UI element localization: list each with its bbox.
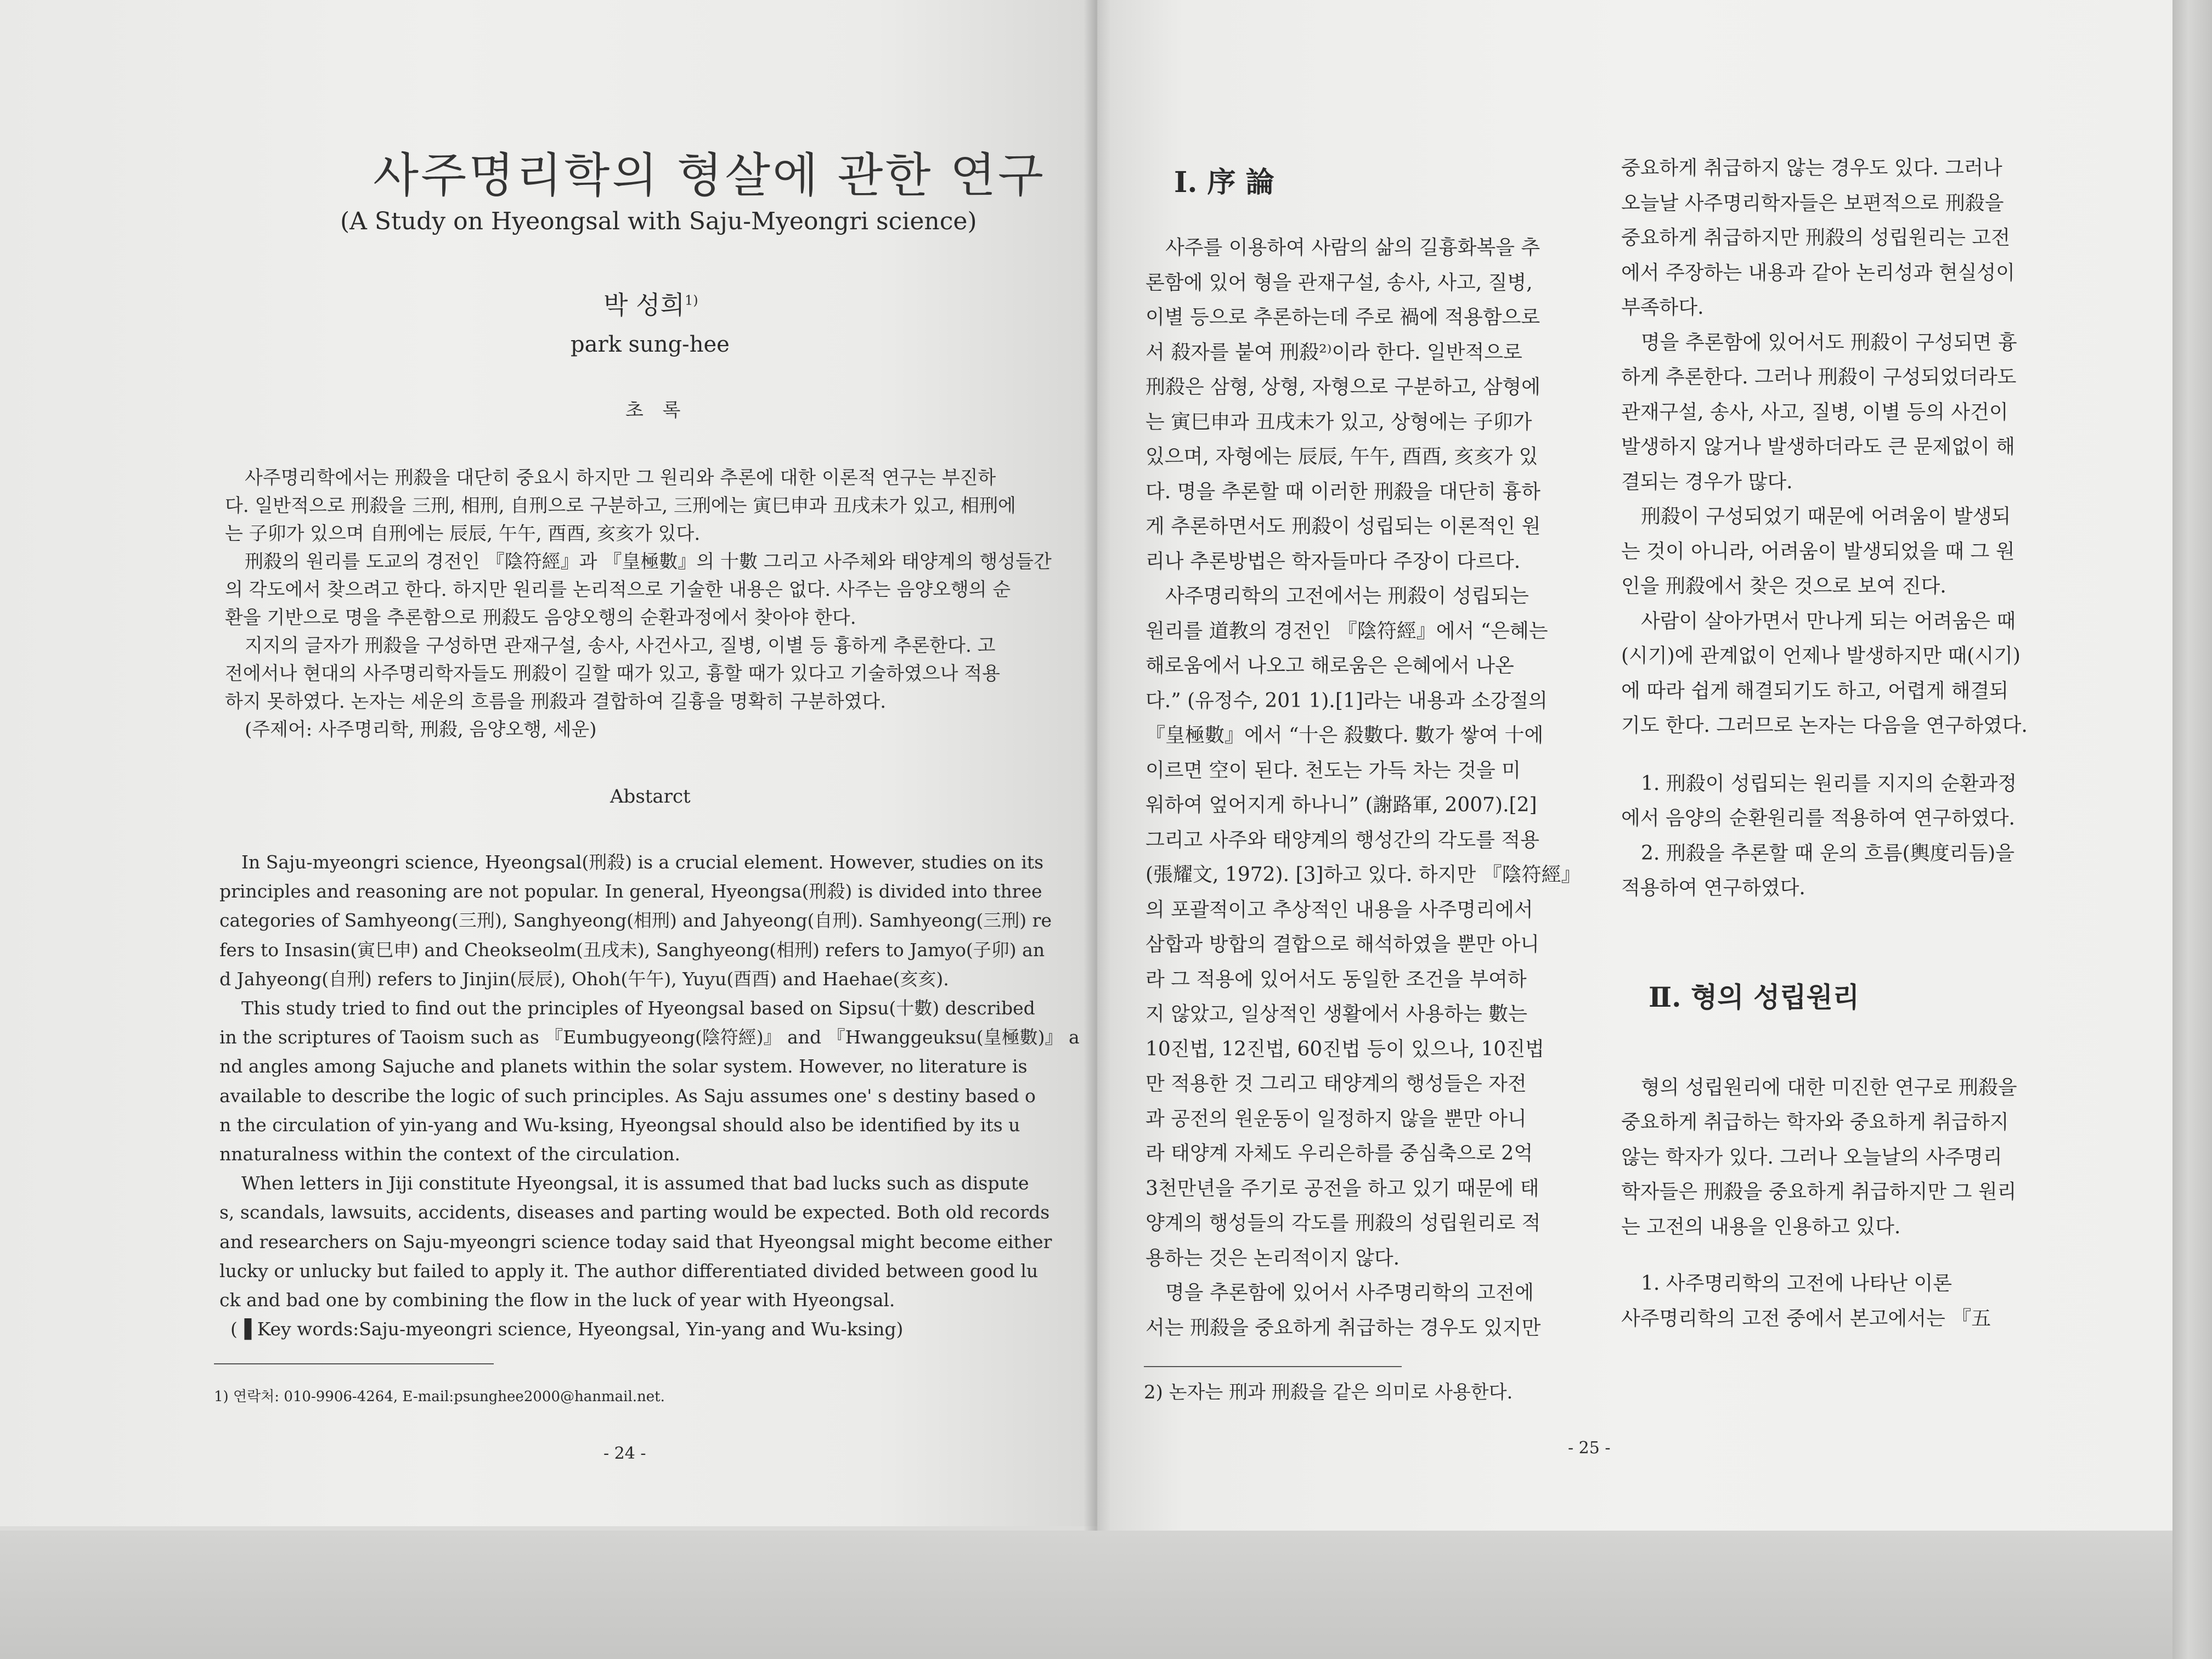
author-english: park sung-hee [571, 332, 730, 357]
body-text-line: 명을 추론함에 있어서 사주명리학의 고전에 [1165, 1282, 1534, 1304]
english-abstract-line: (▐ Key words:Saju-myeongri science, Hyeongsal, Yin-yang and Wu-ksing) [230, 1318, 904, 1340]
right-column-2 [1621, 151, 2028, 1336]
english-abstract-line: nnaturalness within the context of the circulation. [219, 1143, 681, 1165]
body-text-line: 형의 성립원리에 대한 미진한 연구로 刑殺을 [1641, 1076, 2017, 1099]
body-text-line: 1. 사주명리학의 고전에 나타난 이론 [1641, 1272, 1952, 1295]
body-text-line: 학자들은 刑殺을 중요하게 취급하지만 그 원리 [1621, 1181, 2017, 1203]
author-footnote-marker: 1) [684, 292, 698, 308]
english-abstract-line: in the scriptures of Taoism such as 『Eumbugyeong(陰符經)』 and 『Hwanggeuksu(皇極數)』 a [219, 1026, 1080, 1048]
footnote-rule [214, 1363, 494, 1364]
page-number-right: - 25 - [1568, 1438, 1611, 1458]
body-text-line: 『皇極數』에서 “十은 殺數다. 數가 쌓여 十에 [1146, 724, 1544, 747]
body-text-line: 중요하게 취급하지만 刑殺의 성립원리는 고전 [1621, 227, 2010, 249]
body-text-line: 부족하다. [1621, 296, 1704, 319]
right-page [1097, 0, 2172, 1542]
body-text-line: 1. 刑殺이 성립되는 원리를 지지의 순환과정 [1641, 772, 2017, 795]
english-abstract-line: ck and bad one by combining the flow in the luck of year with Hyeongsal. [219, 1289, 895, 1311]
body-text-line: 발생하지 않거나 발생하더라도 큰 문제없이 해 [1621, 436, 2015, 458]
page-stack-edge [2172, 0, 2212, 1659]
body-text-line: 刑殺은 삼형, 상형, 자형으로 구분하고, 삼형에 [1146, 376, 1541, 398]
paragraph-gap [1621, 1244, 2028, 1266]
english-abstract-line: This study tried to find out the principles of Hyeongsal based on Sipsu(十數) described [241, 997, 1035, 1019]
body-text-line: 오늘날 사주명리학자들은 보편적으로 刑殺을 [1621, 191, 2004, 215]
korean-abstract-line: 의 각도에서 찾으려고 한다. 하지만 원리를 논리적으로 기술한 내용은 없다. 사주는 음양오행의 순 [225, 579, 1011, 601]
body-text-line: 만 적용한 것 그리고 태양계의 행성들은 자전 [1146, 1073, 1527, 1095]
english-abstract-line: fers to Insasin(寅巳申) and Cheokseolm(丑戌未), Sanghyeong(相刑) refers to Jamyo(子卯) an [219, 939, 1045, 961]
footnote-rule [1144, 1366, 1402, 1367]
english-abstract-line: n the circulation of yin-yang and Wu-ksing, Hyeongsal should also be identified by its u [219, 1114, 1020, 1136]
body-text-line: 서 殺자를 붙여 刑殺²⁾이라 한다. 일반적으로 [1146, 341, 1522, 364]
body-text-line: 있으며, 자형에는 辰辰, 午午, 酉酉, 亥亥가 있 [1146, 445, 1538, 468]
body-text-line: 양계의 행성들의 각도를 刑殺의 성립원리로 적 [1146, 1212, 1541, 1234]
paper-title: 사주명리학의 형살에 관한 연구 [373, 148, 1046, 203]
body-text-line: 에 따라 쉽게 해결되기도 하고, 어렵게 해결되 [1621, 679, 2009, 702]
english-abstract-heading: Abstarct [610, 786, 691, 808]
body-text-line: 워하여 엎어지게 하나니” (謝路軍, 2007).[2] [1146, 794, 1537, 816]
author-korean [603, 285, 698, 321]
body-text-line: 서는 刑殺을 중요하게 취급하는 경우도 있지만 [1146, 1316, 1541, 1339]
section-heading-principles: Ⅱ. 형의 성립원리 [1649, 981, 1860, 1013]
body-text-line: 기도 한다. 그러므로 논자는 다음을 연구하였다. [1621, 714, 2028, 737]
body-text-line: 삼합과 방합의 결합으로 해석하였을 뿐만 아니 [1146, 933, 1539, 956]
body-text-line: 과 공전의 원운동이 일정하지 않을 뿐만 아니 [1146, 1107, 1527, 1130]
body-text-line: 사주명리학의 고전 중에서 본고에서는 『五 [1621, 1307, 1991, 1330]
english-abstract-line: available to describe the logic of such principles. As Saju assumes one' s destiny based o [219, 1085, 1036, 1107]
paper-subtitle: (A Study on Hyeongsal with Saju-Myeongri science) [340, 207, 977, 235]
body-text-line: 다. 명을 추론할 때 이러한 刑殺을 대단히 흉하 [1146, 480, 1541, 503]
body-text-line: 않는 학자가 있다. 그러나 오늘날의 사주명리 [1621, 1146, 2002, 1169]
korean-abstract-line: 다. 일반적으로 刑殺을 三刑, 相刑, 自刑으로 구분하고, 三刑에는 寅巳申과 丑戌未가 있고, 相刑에 [225, 495, 1016, 517]
body-text-line: 결되는 경우가 많다. [1621, 470, 1793, 493]
korean-abstract-line: 하지 못하였다. 논자는 세운의 흐름을 刑殺과 결합하여 길흉을 명확히 구분하였다. [225, 691, 887, 713]
body-text-line: 사주를 이용하여 사람의 삶의 길흉화복을 추 [1165, 236, 1541, 259]
body-text-line: 그리고 사주와 태양계의 행성간의 각도를 적용 [1146, 828, 1539, 851]
section-heading-introduction: Ⅰ. 序 論 [1174, 166, 1274, 199]
english-abstract-line: d Jahyeong(自刑) refers to Jinjin(辰辰), Ohoh(午午), Yuyu(酉酉) and Haehae(亥亥). [219, 968, 949, 990]
body-text-line: 사람이 살아가면서 만나게 되는 어려움은 때 [1641, 610, 2016, 633]
author-contact-footnote: 1) 연락처: 010-9906-4264, E-mail:psunghee2000@hanmail.net. [214, 1389, 665, 1405]
book-gutter-shadow [1084, 0, 1111, 1542]
body-text-line: 관재구설, 송사, 사고, 질병, 이별 등의 사건이 [1621, 400, 2008, 424]
korean-abstract-line: 는 子卯가 있으며 自刑에는 辰辰, 午午, 酉酉, 亥亥가 있다. [225, 523, 701, 545]
body-text-line: 에서 주장하는 내용과 같아 논리성과 현실성이 [1621, 261, 2015, 284]
body-text-line: 론함에 있어 형을 관재구설, 송사, 사고, 질병, [1146, 271, 1533, 294]
body-text-line: 에서 음양의 순환원리를 적용하여 연구하였다. [1621, 807, 2015, 830]
body-text-line: 하게 추론한다. 그러나 刑殺이 구성되었더라도 [1621, 366, 2017, 388]
body-text-line: 인을 刑殺에서 찾은 것으로 보여 진다. [1621, 575, 1946, 597]
left-page [0, 0, 1097, 1531]
body-text-line: 이별 등으로 추론하는데 주로 禍에 적용함으로 [1146, 306, 1541, 329]
body-text-line: 중요하게 취급하지 않는 경우도 있다. 그러나 [1621, 157, 2002, 179]
korean-abstract-heading: 초 록 [625, 399, 687, 421]
body-text-line: 지 않았고, 일상적인 생활에서 사용하는 數는 [1146, 1003, 1527, 1025]
body-text-line: 용하는 것은 논리적이지 않다. [1146, 1246, 1400, 1269]
english-abstract-line: categories of Samhyeong(三刑), Sanghyeong(相刑) and Jahyeong(自刑). Samhyeong(三刑) re [219, 910, 1052, 932]
body-text-line: 해로움에서 나오고 해로움은 은혜에서 나온 [1146, 654, 1514, 677]
body-text-line: 사주명리학의 고전에서는 刑殺이 성립되는 [1165, 585, 1529, 607]
body-text-line: 2. 刑殺을 추론할 때 운의 흐름(輿度리듬)을 [1641, 842, 2015, 865]
body-text-line: 원리를 道教의 경전인 『陰符經』에서 “은혜는 [1146, 619, 1548, 642]
body-text-line: 라 태양계 자체도 우리은하를 중심축으로 2억 [1146, 1142, 1533, 1165]
body-text-line: 적용하여 연구하였다. [1621, 877, 1805, 899]
body-text-line: 刑殺이 구성되었기 때문에 어려움이 발생되 [1641, 505, 2011, 528]
body-text-line: 는 寅巳申과 丑戌未가 있고, 상형에는 子卯가 [1146, 410, 1532, 433]
body-text-line: (張耀文, 1972). [3]하고 있다. 하지만 『陰符經』 [1146, 864, 1581, 886]
english-abstract-line: s, scandals, lawsuits, accidents, diseases and parting would be expected. Both old records [219, 1201, 1050, 1223]
body-text-line: 이르면 空이 된다. 천도는 가득 차는 것을 미 [1146, 759, 1521, 782]
right-column-1 [1146, 230, 1581, 1345]
english-abstract-line: When letters in Jiji constitute Hyeongsal, it is assumed that bad lucks such as dispute [241, 1172, 1029, 1194]
body-text-line: 는 고전의 내용을 인용하고 있다. [1621, 1215, 1901, 1238]
body-text-line: (시기)에 관계없이 언제나 발생하지만 때(시기) [1621, 645, 2021, 667]
body-text-line: 는 것이 아니라, 어려움이 발생되었을 때 그 원 [1621, 540, 2015, 563]
author-korean-name: 박 성희 [603, 290, 685, 320]
korean-abstract-line: 刑殺의 원리를 도교의 경전인 『陰符經』과 『皇極數』의 十數 그리고 사주체와 태양계의 행성들간 [245, 551, 1052, 573]
body-text-line: 다.” (유정수, 201 1).[1]라는 내용과 소강절의 [1146, 689, 1548, 712]
body-text-line: 10진법, 12진법, 60진법 등이 있으나, 10진법 [1146, 1037, 1544, 1060]
english-abstract-line: and researchers on Saju-myeongri science today said that Hyeongsal might become either [219, 1231, 1052, 1252]
english-abstract-line: In Saju-myeongri science, Hyeongsal(刑殺) is a crucial element. However, studies on its [241, 851, 1044, 873]
table-surface [0, 1531, 2172, 1659]
paragraph-gap [1621, 743, 2028, 766]
korean-abstract-line: (주제어: 사주명리학, 刑殺, 음양오행, 세운) [245, 719, 597, 741]
korean-abstract-line: 전에서나 현대의 사주명리학자들도 刑殺이 길할 때가 있고, 흉할 때가 있다고 기술하였으나 적용 [225, 663, 1000, 685]
page-number-left: - 24 - [603, 1444, 646, 1463]
body-text-line: 라 그 적용에 있어서도 동일한 조건을 부여하 [1146, 968, 1527, 991]
body-text-line: 리나 추론방법은 학자들마다 주장이 다르다. [1146, 550, 1521, 573]
body-text-line: 명을 추론함에 있어서도 刑殺이 구성되면 흉 [1641, 331, 2017, 354]
english-abstract-line: principles and reasoning are not popular. In general, Hyeongsa(刑殺) is divided into three [219, 881, 1042, 902]
english-abstract-line: nd angles among Sajuche and planets within the solar system. However, no literature is [219, 1056, 1028, 1077]
body-text-line: 3천만년을 주기로 공전을 하고 있기 때문에 태 [1146, 1177, 1539, 1200]
body-text-line: 게 추론하면서도 刑殺이 성립되는 이론적인 원 [1146, 515, 1541, 538]
korean-abstract-line: 사주명리학에서는 刑殺을 대단히 중요시 하지만 그 원리와 추론에 대한 이론적 연구는 부진하 [245, 467, 996, 489]
term-footnote: 2) 논자는 刑과 刑殺을 같은 의미로 사용한다. [1144, 1381, 1513, 1403]
english-abstract-line: lucky or unlucky but failed to apply it. The author differentiated divided between good lu [219, 1260, 1039, 1282]
body-text-line: 의 포괄적이고 추상적인 내용을 사주명리에서 [1146, 898, 1533, 921]
korean-abstract-line: 지지의 글자가 刑殺을 구성하면 관재구설, 송사, 사건사고, 질병, 이별 등 흉하게 추론한다. 고 [245, 635, 996, 657]
korean-abstract-line: 환을 기반으로 명을 추론함으로 刑殺도 음양오행의 순환과정에서 찾아야 한다. [225, 607, 856, 629]
body-text-line: 중요하게 취급하는 학자와 중요하게 취급하지 [1621, 1111, 2009, 1133]
